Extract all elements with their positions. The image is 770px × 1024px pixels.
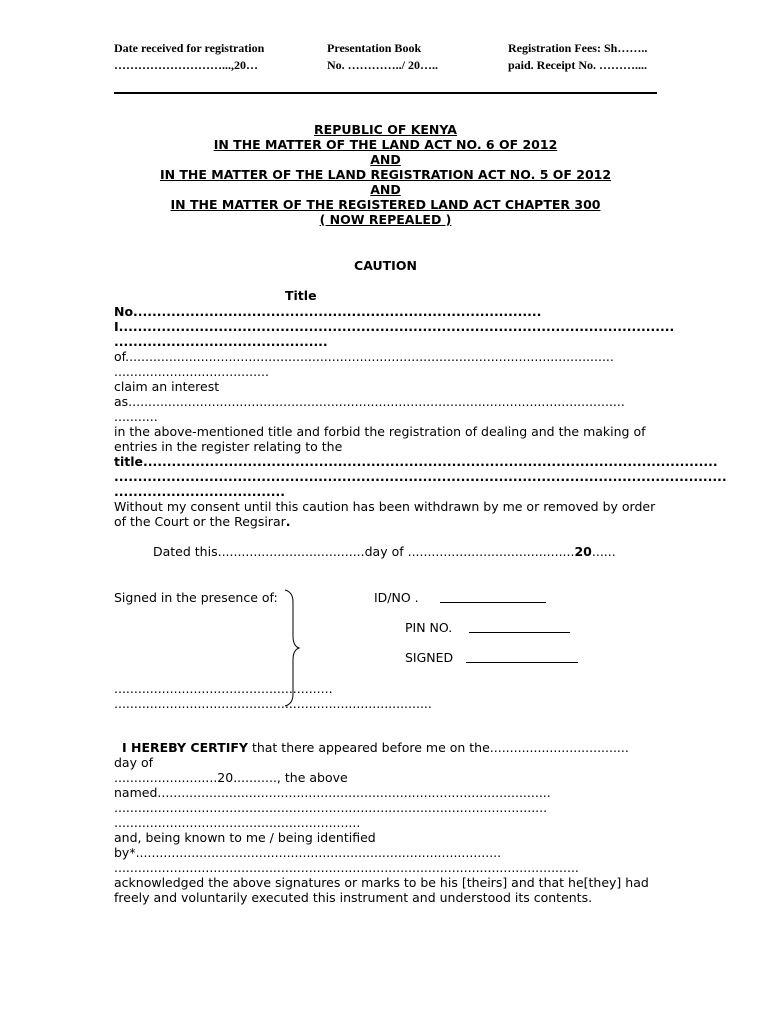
caution-heading: CAUTION: [354, 258, 417, 273]
title-registered-land-act: IN THE MATTER OF THE REGISTERED LAND ACT CHAPTER 300: [170, 197, 601, 212]
title-and-2: AND: [370, 182, 401, 197]
presentation-book-value: No. …………../ 20…..: [327, 58, 438, 72]
certify-dots-a: .............................................................................................................: [114, 800, 548, 815]
consent-text: [114, 499, 659, 529]
certify-dots-b: ..............................................................: [114, 815, 361, 830]
as-line-2: ...........: [114, 409, 158, 424]
title-and-1: AND: [370, 152, 401, 167]
certify-text: that there appeared before me on the...................................: [247, 740, 629, 755]
presentation-book-label: Presentation Book: [327, 41, 422, 55]
day-of: day of: [114, 755, 154, 770]
consent-period: .: [285, 514, 291, 529]
dated-line: [153, 544, 616, 559]
of-line-2: .......................................: [114, 364, 269, 379]
title-dots-2: .................................................................................................................................: [114, 469, 727, 484]
by-line: by*............................................................................................: [114, 845, 502, 860]
witness-dots-2: ................................................................................: [114, 696, 432, 711]
header-divider: [114, 92, 657, 94]
dated-year: 20: [574, 544, 592, 559]
pin-no-field[interactable]: [469, 621, 570, 633]
title-dots-3: ....................................: [114, 484, 285, 499]
receipt-no-label: paid. Receipt No. ………....: [508, 58, 647, 72]
id-no-field[interactable]: [440, 591, 546, 603]
id-no-label: ID/NO .: [374, 590, 419, 605]
certify-lead: I HEREBY CERTIFY: [122, 740, 248, 755]
title-republic: REPUBLIC OF KENYA: [314, 122, 457, 137]
certify-date-line: ..........................20..........., the above: [114, 770, 348, 785]
no-line: No......................................................................................: [114, 304, 542, 319]
claim-interest: claim an interest: [114, 379, 220, 394]
signed-label: SIGNED: [405, 650, 454, 665]
dated-suffix: ......: [591, 544, 616, 559]
title-land-registration-act: IN THE MATTER OF THE LAND REGISTRATION ACT NO. 5 OF 2012: [159, 167, 612, 182]
known-identified: and, being known to me / being identified: [114, 830, 376, 845]
witness-dots-1: .......................................................: [114, 681, 333, 696]
i-line-1: I.....................................................................................................................: [114, 319, 675, 334]
as-line-1: as.............................................................................................................................: [114, 394, 625, 409]
header-presentation-book: [327, 40, 438, 74]
header-date-received: [114, 40, 264, 74]
i-line-2: .............................................: [114, 334, 328, 349]
registration-fees-label: Registration Fees: Sh……..: [508, 41, 648, 55]
header-registration-fees: [508, 40, 647, 74]
title-label: Title: [285, 288, 317, 303]
title-dots-1: title.........................................................................................................................: [114, 454, 718, 469]
title-land-act: IN THE MATTER OF THE LAND ACT NO. 6 OF 2012: [213, 137, 558, 152]
forbid-text: in the above-mentioned title and forbid the registration of dealing and the making of entries in the register relating to the: [114, 424, 646, 454]
named-line: named...................................................................................................: [114, 785, 551, 800]
certify-dots-c: .....................................................................................................................: [114, 860, 579, 875]
dated-prefix: Dated this.....................................day of ..........................................: [153, 544, 575, 559]
certify-line: [122, 740, 629, 755]
consent-body: Without my consent until this caution has been withdrawn by me or removed by order of the Court or the Regsirar: [114, 499, 656, 529]
of-line-1: of...........................................................................................................................: [114, 349, 614, 364]
pin-no-label: PIN NO.: [405, 620, 453, 635]
signature-field[interactable]: [466, 651, 578, 663]
acknowledgement-text: acknowledged the above signatures or marks to be his [theirs] and that he[they] had freely and voluntarily executed this instrument and understood its contents.: [114, 875, 649, 905]
date-received-label: Date received for registration: [114, 41, 265, 55]
signed-presence-label: Signed in the presence of:: [114, 590, 278, 605]
title-now-repealed: ( NOW REPEALED ): [319, 212, 452, 227]
date-received-value: ………………………...,20…: [114, 58, 258, 72]
